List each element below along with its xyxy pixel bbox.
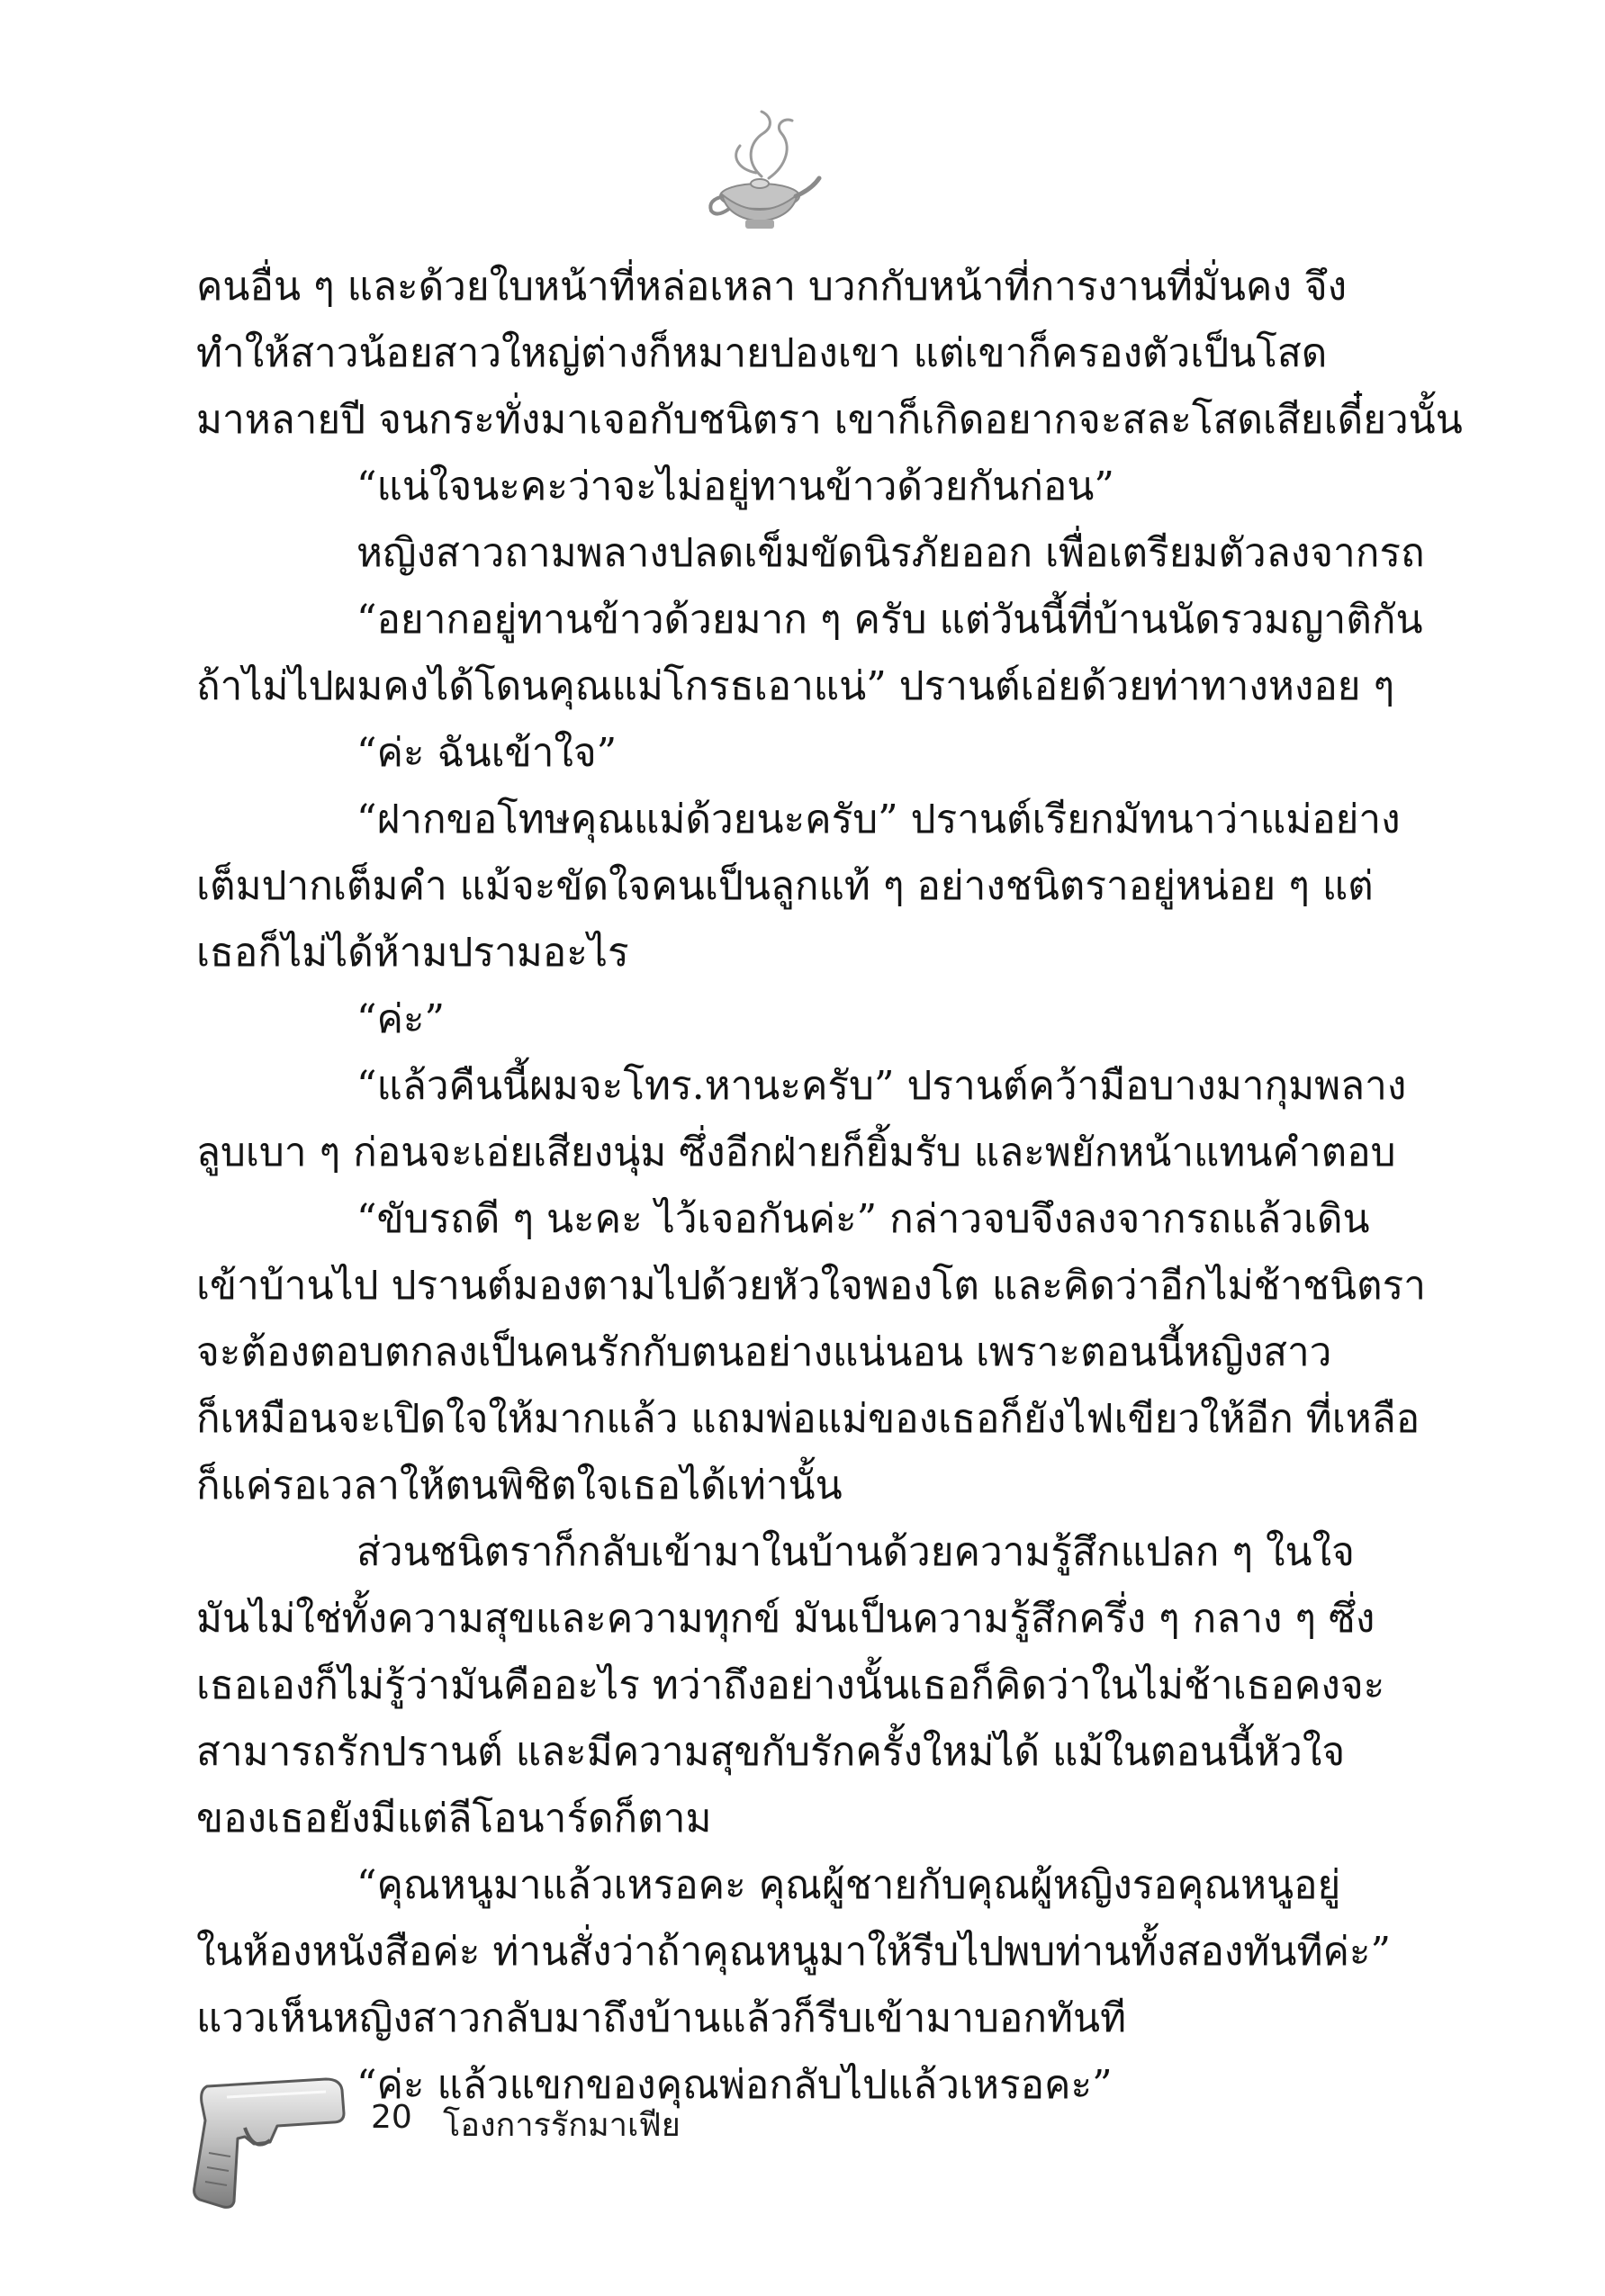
text-line: มันไม่ใช่ทั้งความสุขและความทุกข์ มันเป็นความรู้สึกครึ่ง ๆ กลาง ๆ ซึ่ง [196, 1596, 1375, 1642]
text-line: “แน่ใจนะคะว่าจะไม่อยู่ทานข้าวด้วยกันก่อน” [356, 464, 1114, 509]
text-line: “ขับรถดี ๆ นะคะ ไว้เจอกันค่ะ” กล่าวจบจึงลงจากรถแล้วเดิน [356, 1196, 1370, 1242]
text-line: “ค่ะ แล้วแขกของคุณพ่อกลับไปแล้วเหรอคะ” [356, 2062, 1113, 2108]
text-line: หญิงสาวถามพลางปลดเข็มขัดนิรภัยออก เพื่อเตรียมตัวลงจากรถ [356, 530, 1425, 576]
text-line: เธอก็ไม่ได้ห้ามปรามอะไร [196, 930, 629, 976]
text-line: ส่วนชนิตราก็กลับเข้ามาในบ้านด้วยความรู้สึกแปลก ๆ ในใจ [356, 1529, 1355, 1575]
text-line: ก็แค่รอเวลาให้ตนพิชิตใจเธอได้เท่านั้น [196, 1463, 843, 1508]
text-line: แววเห็นหญิงสาวกลับมาถึงบ้านแล้วก็รีบเข้ามาบอกทันที [196, 1995, 1127, 2041]
text-line: “ฝากขอโทษคุณแม่ด้วยนะครับ” ปรานต์เรียกมัทนาว่าแม่อย่าง [356, 797, 1401, 842]
text-line: “ค่ะ ฉันเข้าใจ” [356, 730, 618, 776]
text-line: ในห้องหนังสือค่ะ ท่านสั่งว่าถ้าคุณหนูมาให้รีบไปพบท่านทั้งสองทันทีค่ะ” [196, 1929, 1392, 1975]
text-line: เต็มปากเต็มคำ แม้จะขัดใจคนเป็นลูกแท้ ๆ อย่างชนิตราอยู่หน่อย ๆ แต่ [196, 863, 1374, 909]
text-line: ก็เหมือนจะเปิดใจให้มากแล้ว แถมพ่อแม่ของเธอก็ยังไฟเขียวให้อีก ที่เหลือ [196, 1396, 1420, 1442]
book-title: โองการรักมาเฟีย [443, 2107, 681, 2144]
text-line: “แล้วคืนนี้ผมจะโทร.หานะครับ” ปรานต์คว้ามือบางมากุมพลาง [356, 1063, 1407, 1109]
body-text [196, 254, 1463, 2119]
page-footer [191, 2066, 695, 2210]
text-line: สามารถรักปรานต์ และมีความสุขกับรักครั้งใหม่ได้ แม้ในตอนนี้หัวใจ [196, 1729, 1346, 1775]
text-line: ของเธอยังมีแต่ลีโอนาร์ดก็ตาม [196, 1796, 712, 1841]
magic-lamp-icon [699, 106, 823, 241]
text-line: ถ้าไม่ไปผมคงได้โดนคุณแม่โกรธเอาแน่” ปรานต์เอ่ยด้วยท่าทางหงอย ๆ [196, 663, 1395, 709]
text-line: มาหลายปี จนกระทั่งมาเจอกับชนิตรา เขาก็เกิดอยากจะสละโสดเสียเดี๋ยวนั้น [196, 397, 1463, 443]
text-line: “ค่ะ” [356, 996, 446, 1042]
text-line: ทำให้สาวน้อยสาวใหญ่ต่างก็หมายปองเขา แต่เขาก็ครองตัวเป็นโสด [196, 330, 1328, 376]
text-line: “คุณหนูมาแล้วเหรอคะ คุณผู้ชายกับคุณผู้หญิงรอคุณหนูอยู่ [356, 1862, 1341, 1908]
text-line: จะต้องตอบตกลงเป็นคนรักกับตนอย่างแน่นอน เพราะตอนนี้หญิงสาว [196, 1329, 1332, 1375]
text-line: เข้าบ้านไป ปรานต์มองตามไปด้วยหัวใจพองโต และคิดว่าอีกไม่ช้าชนิตรา [196, 1263, 1426, 1309]
pistol-icon [191, 2066, 351, 2210]
text-line: “อยากอยู่ทานข้าวด้วยมาก ๆ ครับ แต่วันนี้ที่บ้านนัดรวมญาติกัน [356, 597, 1423, 643]
page-number: 20 [371, 2099, 412, 2136]
text-line: เธอเองก็ไม่รู้ว่ามันคืออะไร ทว่าถึงอย่างนั้นเธอก็คิดว่าในไม่ช้าเธอคงจะ [196, 1662, 1385, 1708]
text-line: ลูบเบา ๆ ก่อนจะเอ่ยเสียงนุ่ม ซึ่งอีกฝ่ายก็ยิ้มรับ และพยักหน้าแทนคำตอบ [196, 1130, 1396, 1175]
text-line: คนอื่น ๆ และด้วยใบหน้าที่หล่อเหลา บวกกับหน้าที่การงานที่มั่นคง จึง [196, 264, 1348, 310]
